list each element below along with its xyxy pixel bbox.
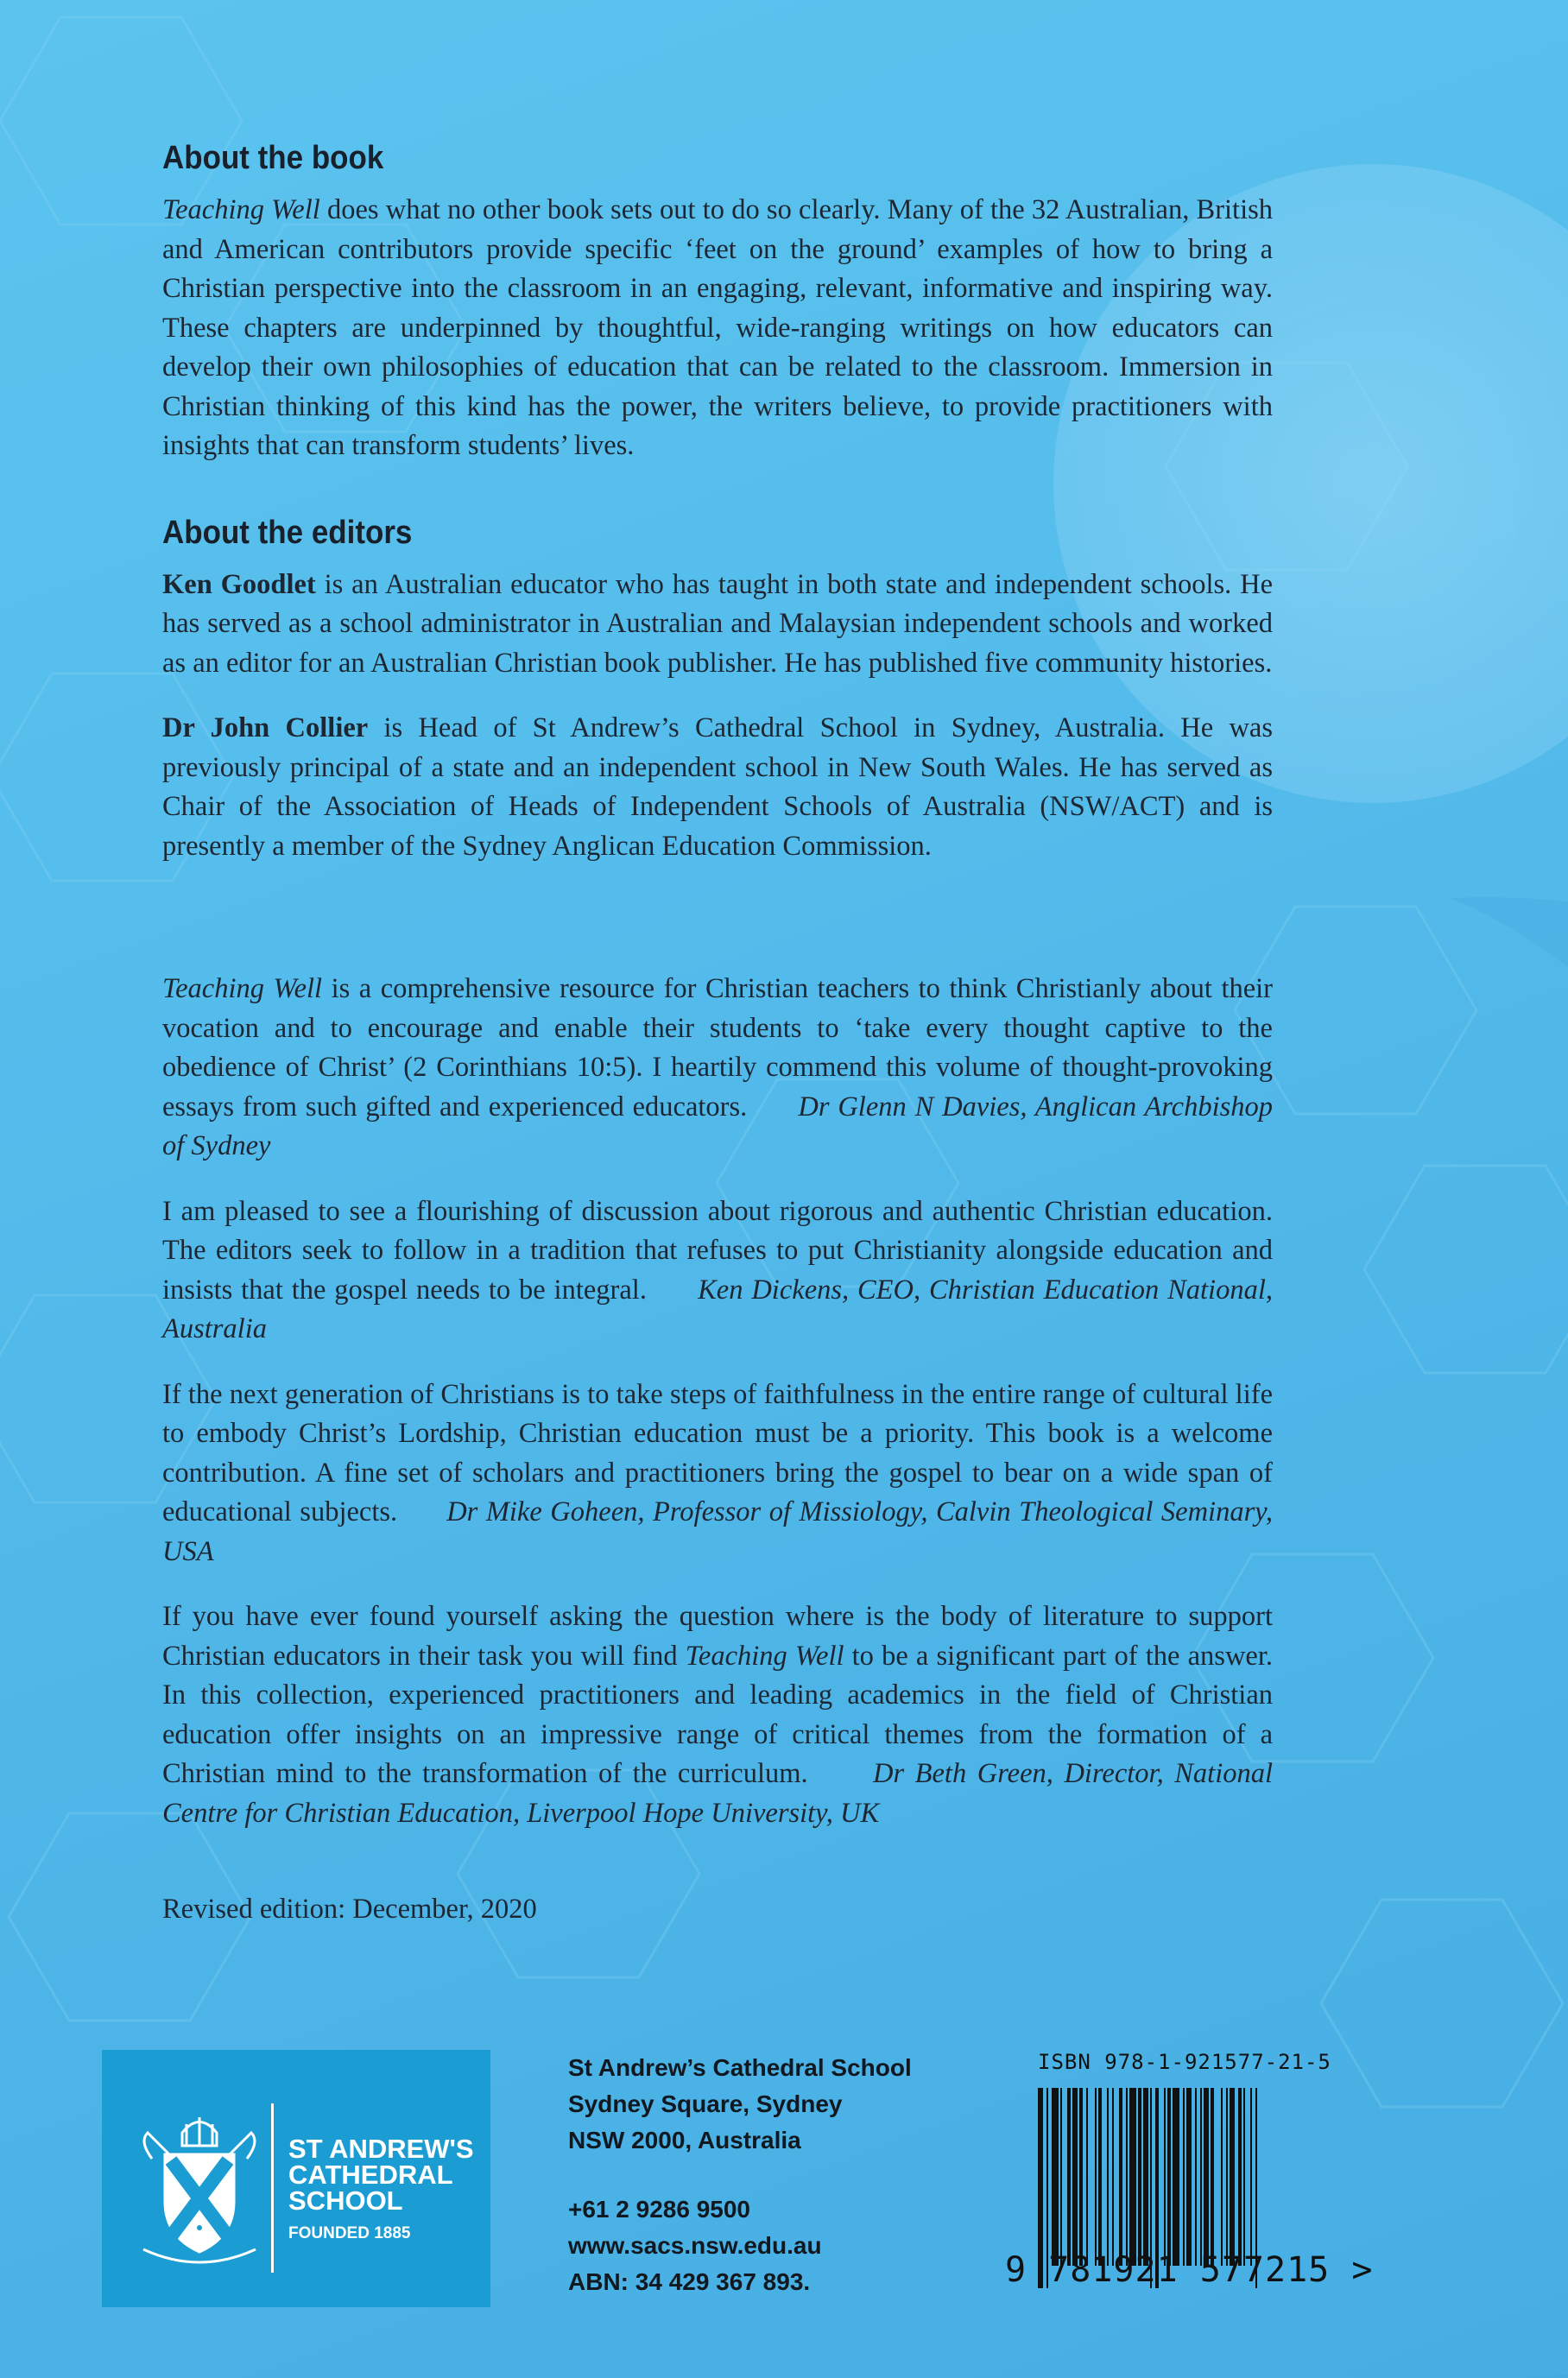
endorsement-attribution: Dr Mike Goheen, Professor of Missiology, Calvin Theological Seminary, USA [162,1496,1273,1567]
editor-bio-collier [162,709,1273,866]
endorsement-text: If the next generation of Christians is to take steps of faithfulness in the entire range of cultural life to embody Christ’s Lordship, Christian education must be a priority. This book is a welcome contribution. A fine set of scholars and practitioners bring the gospel to bear on a wide span of educational subjects. [162,1378,1273,1527]
editor-bio-goodlet [162,566,1273,684]
school-name [288,2136,474,2214]
endorsement-attribution: Dr Beth Green, Director, National Centre for Christian Education, Liverpool Hope University, UK [162,1758,1274,1829]
back-cover-text [162,140,1273,1926]
book-title-italic: Teaching Well [162,194,320,225]
isbn-label: ISBN 978-1-921577-21-5 [1038,2050,1331,2074]
address-city: NSW 2000, Australia [568,2127,801,2153]
endorsement-attribution: Dr Glenn N Davies, Anglican Archbishop of Sydney [162,1091,1274,1161]
endorsement-text: I am pleased to see a flourishing of discussion about rigorous and authentic Christian education. The editors seek to follow in a tradition that refuses to put Christianity alongside education and insists that the gospel needs to be integral. [162,1195,1273,1306]
endorsement-dickens [162,1192,1273,1350]
school-name-line: CATHEDRAL [288,2160,453,2190]
school-address [568,2050,912,2300]
about-book-text [162,191,1273,466]
endorsement-goheen [162,1376,1273,1572]
logo-divider [271,2103,274,2273]
about-editors-heading: About the editors [162,514,413,551]
website: www.sacs.nsw.edu.au [568,2232,822,2259]
founded-label: FOUNDED 1885 [288,2224,411,2242]
school-crest-icon [135,2107,264,2271]
isbn-barcode [1005,2050,1374,2326]
about-book-body: does what no other book sets out to do so clearly. Many of the 32 Australian, British and American contributors provide specific ‘feet on the ground’ examples of how to bring a Christian perspective into the classroom in an engaging, relevant, informative and inspiring way. These chapters are underpinned by thoughtful, wide-ranging writings on how educators can develop their own philosophies of education that can be related to the classroom. Immersion in Christian thinking of this kind has the power, the writers believe, to provide practitioners with insights that can transform students’ lives. [162,194,1274,461]
school-name-line: ST ANDREW'S [288,2134,474,2164]
endorsement-text: If you have ever found yourself asking the question where is the body of literature to support Christian educators in their task you will find [162,1601,1273,1672]
about-book-heading: About the book [162,140,384,176]
endorsement-davies [162,970,1273,1167]
barcode-digits: 9 781921 577215 > [1005,2250,1374,2290]
address-name: St Andrew’s Cathedral School [568,2054,912,2081]
book-title-italic: Teaching Well [685,1640,844,1672]
revised-edition: Revised edition: December, 2020 [162,1894,537,1925]
endorsement-attribution: Ken Dickens, CEO, Christian Education National, Australia [162,1274,1273,1344]
abn-number: ABN: 34 429 367 893. [568,2268,811,2295]
endorsement-lead: Teaching Well [162,973,323,1004]
endorsement-text: to be a significant part of the answer. In this collection, experienced practitioners and leading academics in the field of Christian education offer insights on an impressive range of critical themes from the formation of a Christian mind to the transformation of the curriculum. [162,1640,1273,1789]
phone-number: +61 2 9286 9500 [568,2196,750,2223]
editor-name: Ken Goodlet [162,568,316,600]
school-name-line: SCHOOL [288,2185,403,2216]
endorsement-text: is a comprehensive resource for Christian teachers to think Christianly about their vocation and to encourage and enable their students to ‘take every thought captive to the obedience of Christ’ (2 Corinthians 10:5). I heartily commend this volume of thought-provoking essays from such gifted and experienced educators. [162,973,1274,1123]
address-street: Sydney Square, Sydney [568,2090,843,2117]
school-logo [102,2050,490,2307]
editor-bio: is an Australian educator who has taught in both state and independent schools. He has served as a school administrator in Australian and Malaysian independent schools and worked as an editor for an Australian Christian book publisher. He has published five community histories. [162,568,1273,679]
editor-name: Dr John Collier [162,712,369,743]
endorsement-green [162,1597,1273,1833]
editor-bio: is Head of St Andrew’s Cathedral School in Sydney, Australia. He was previously principal of a state and an independent school in New South Wales. He has served as Chair of the Association of Heads of Independent Schools of Australia (NSW/ACT) and is presently a member of the Sydney Anglican Education Commission. [162,712,1273,862]
